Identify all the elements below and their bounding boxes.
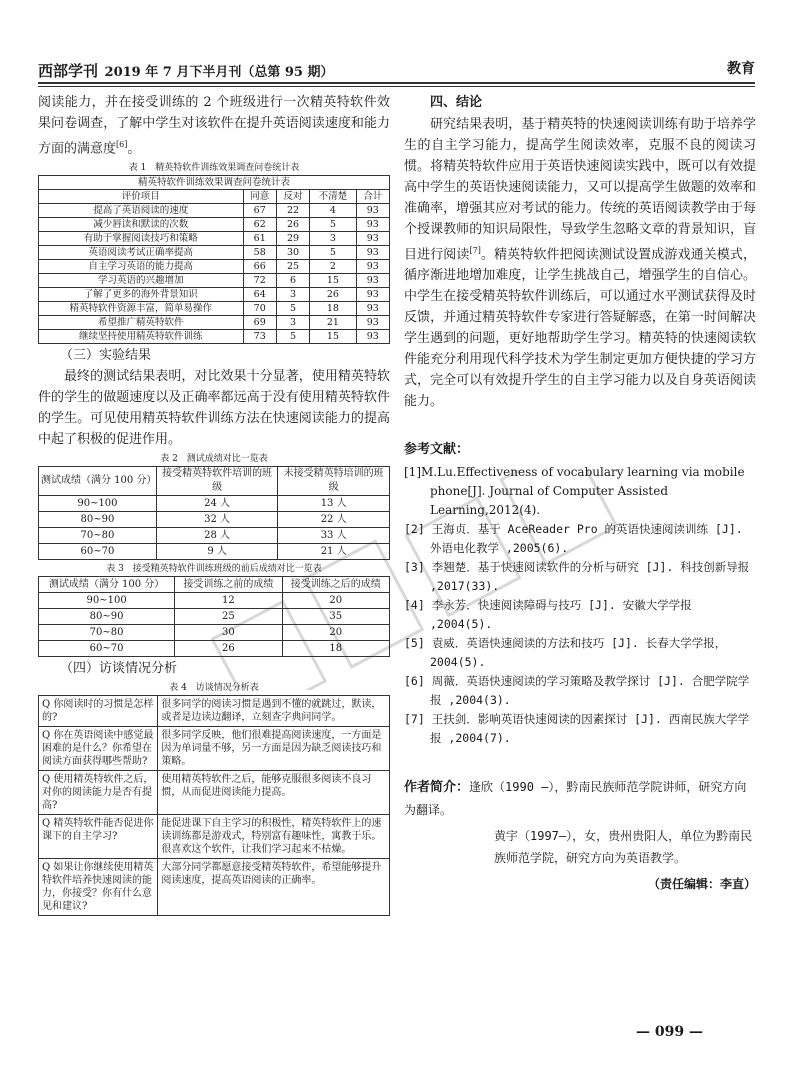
page-number: — 099 — bbox=[636, 1024, 703, 1040]
table-row bbox=[39, 316, 390, 330]
table-cell: 12 bbox=[175, 593, 282, 609]
table-cell: 93 bbox=[356, 246, 389, 260]
table-row bbox=[39, 330, 390, 344]
table-cell: 29 bbox=[276, 232, 309, 246]
reference-item: [7] 王扶剑．影响英语快速阅读的因素探讨 [J]. 西南民族大学学报 ,2004(7). bbox=[404, 712, 750, 746]
conclusion-paragraph: 研究结果表明，基于精英特的快速阅读训练有助于培养学生的自主学习能力，提高学生阅读效率，克服不良的阅读习惯。将精英特软件应用于英语快速阅读实践中，既可以有效提高中学生的英语快速阅读能力，又可以提高学生做题的效率和准确率，增强其应对考试的能力。传统的英语阅读教学由于每个授课教师的知识局限性，导致学生忽略文章的背景知识，盲目进行阅读[7]。精英特软件把阅读测试设置成游戏通关模式，循序渐进地增加难度，让学生挑战自己，增强学生的自信心。中学生在接受精英特软件训练后，可以通过水平测试获得及时反馈，并通过精英特软件专家进行答疑解惑，在第一时间解决学生遇到的问题，更好地帮助学生学习。精英特的快速阅读软件能充分利用现代科学技术为学生制定更加方便快捷的学习方式，完全可以有效提升学生的自主学习能力以及自身英语阅读能力。 bbox=[404, 117, 756, 410]
table-cell: 93 bbox=[356, 218, 389, 232]
table-cell: 62 bbox=[243, 218, 276, 232]
table-cell: 15 bbox=[310, 330, 356, 344]
table-header-row bbox=[39, 577, 390, 593]
table1-caption: 表 1 精英特软件训练效果调查问卷统计表 bbox=[128, 163, 300, 174]
reference-item: [3] 李翘楚．基于快速阅读软件的分析与研究 [J]. 科技创新导报 ,2017(33). bbox=[404, 560, 750, 594]
table-cell: 70~80 bbox=[39, 625, 175, 641]
table1-survey bbox=[38, 175, 390, 344]
table-cell: 2 bbox=[310, 260, 356, 274]
table-cell: 15 bbox=[310, 274, 356, 288]
table4-interviews bbox=[38, 695, 390, 916]
header-rule-thick bbox=[38, 82, 755, 84]
table-cell: 93 bbox=[356, 302, 389, 316]
table-cell: 9 人 bbox=[156, 544, 277, 560]
table-cell: 继续坚持使用精英特软件训练 bbox=[39, 330, 244, 344]
table-cell: 21 bbox=[310, 316, 356, 330]
table3-caption: 表 3 接受精英特软件训练班级的前后成绩对比一览表 bbox=[106, 564, 322, 575]
table3-before-after bbox=[38, 576, 390, 657]
table-header-cell: 未接受精英特培训的班级 bbox=[278, 467, 390, 496]
table-header-cell: 不清楚 bbox=[310, 190, 356, 204]
table-row bbox=[39, 544, 390, 560]
interview-question: Q 使用精英特软件之后，对你的阅读能力是否有提高? bbox=[39, 771, 158, 815]
table-cell: 5 bbox=[276, 302, 309, 316]
interview-answer: 大部分同学都愿意接受精英特软件，希望能够提升阅读速度，提高英语阅读的正确率。 bbox=[158, 859, 390, 916]
table-cell: 69 bbox=[243, 316, 276, 330]
table-cell: 5 bbox=[310, 246, 356, 260]
table-header-cell: 接受训练之后的成绩 bbox=[282, 577, 389, 593]
table-row bbox=[39, 771, 390, 815]
table2-comparison bbox=[38, 466, 390, 560]
interview-question: Q 你阅读时的习惯是怎样的? bbox=[39, 696, 158, 727]
table-row bbox=[39, 232, 390, 246]
table-header-row bbox=[39, 467, 390, 496]
reference-list bbox=[404, 463, 756, 748]
table-cell: 67 bbox=[243, 204, 276, 218]
table-cell: 66 bbox=[243, 260, 276, 274]
table-row bbox=[39, 593, 390, 609]
table-cell: 22 bbox=[276, 204, 309, 218]
section-conclusion-heading: 四、结论 bbox=[430, 95, 483, 110]
table1-title: 精英特软件训练效果调查问卷统计表 bbox=[39, 176, 390, 190]
table-cell: 80~90 bbox=[39, 609, 175, 625]
table-cell: 30 bbox=[175, 625, 282, 641]
table-row bbox=[39, 204, 390, 218]
table-cell: 21 人 bbox=[278, 544, 390, 560]
table-row bbox=[39, 512, 390, 528]
table-cell: 93 bbox=[356, 330, 389, 344]
table-cell: 32 人 bbox=[156, 512, 277, 528]
table-cell: 61 bbox=[243, 232, 276, 246]
table-cell: 72 bbox=[243, 274, 276, 288]
table-header-row bbox=[39, 190, 390, 204]
table-cell: 93 bbox=[356, 288, 389, 302]
table-cell: 26 bbox=[276, 218, 309, 232]
table-cell: 3 bbox=[310, 232, 356, 246]
table-row bbox=[39, 641, 390, 657]
table-header-cell: 接受训练之前的成绩 bbox=[175, 577, 282, 593]
table-cell: 90~100 bbox=[39, 496, 157, 512]
reference-item: [1]M.Lu.Effectiveness of vocabulary learning via mobile phone[J]. Journal of Computer Assisted Learning,2012(4). bbox=[404, 465, 745, 518]
table-row bbox=[39, 260, 390, 274]
table-cell: 35 bbox=[282, 609, 389, 625]
table-header-cell: 合计 bbox=[356, 190, 389, 204]
table-header-cell: 测试成绩（满分 100 分） bbox=[39, 467, 157, 496]
table-cell: 90~100 bbox=[39, 593, 175, 609]
table-cell: 学习英语的兴趣增加 bbox=[39, 274, 244, 288]
table-cell: 64 bbox=[243, 288, 276, 302]
table-cell: 22 人 bbox=[278, 512, 390, 528]
interview-answer: 很多同学的阅读习惯是遇到不懂的就跳过，默读，或者是边读边翻译，立刻查字典问同学。 bbox=[158, 696, 390, 727]
table-cell: 3 bbox=[276, 288, 309, 302]
table-cell: 93 bbox=[356, 260, 389, 274]
issue-info: 2019 年 7 月下半月刊（总第 95 期） bbox=[104, 65, 334, 80]
reference-item: [2] 王海贞．基于 AceReader Pro 的英语快速阅读训练 [J]. 外语电化教学 ,2005(6). bbox=[404, 522, 743, 556]
table-row bbox=[39, 696, 390, 727]
table-cell: 有助于掌握阅读技巧和策略 bbox=[39, 232, 244, 246]
table-row bbox=[39, 302, 390, 316]
intro-paragraph: 阅读能力，并在接受训练的 2 个班级进行一次精英特软件效果问卷调查，了解中学生对该软件在提升英语阅读速度和能力方面的满意度[6]。 bbox=[38, 95, 390, 157]
interview-question: Q 你在英语阅读中感觉最困难的是什么？你希望在阅读方面获得哪些帮助? bbox=[39, 727, 158, 771]
table2-caption: 表 2 测试成绩对比一览表 bbox=[160, 454, 268, 465]
table-header-cell: 接受精英特软件培训的班级 bbox=[156, 467, 277, 496]
table-cell: 希望推广精英特软件 bbox=[39, 316, 244, 330]
table-row bbox=[39, 528, 390, 544]
subsection-interviews: （四）访谈情况分析 bbox=[60, 661, 178, 677]
left-column bbox=[38, 92, 390, 916]
table-row bbox=[39, 859, 390, 916]
table-cell: 提高了英语阅读的速度 bbox=[39, 204, 244, 218]
table-cell: 33 人 bbox=[278, 528, 390, 544]
table-header-cell: 同意 bbox=[243, 190, 276, 204]
interview-answer: 使用精英特软件之后，能够克服很多阅读不良习惯，从而促进阅读能力提高。 bbox=[158, 771, 390, 815]
table-row bbox=[39, 815, 390, 859]
table-cell: 减少唇读和默读的次数 bbox=[39, 218, 244, 232]
reference-item: [6] 周薇．英语快速阅读的学习策略及教学探讨 [J]. 合肥学院学报 ,2004(3). bbox=[404, 674, 750, 708]
table-header-cell: 测试成绩（满分 100 分） bbox=[39, 577, 175, 593]
table-cell: 20 bbox=[282, 625, 389, 641]
table-row bbox=[39, 609, 390, 625]
author-intro-second: 黄宇（1997—），女，贵州贵阳人，单位为黔南民族师范学院，研究方向为英语教学。 bbox=[494, 829, 753, 866]
responsible-editor: （责任编辑：李直） bbox=[647, 877, 756, 892]
table-cell: 6 bbox=[276, 274, 309, 288]
table-cell: 5 bbox=[276, 330, 309, 344]
table-cell: 18 bbox=[310, 302, 356, 316]
reference-item: [5] 袁威．英语快速阅读的方法和技巧 [J]. 长春大学学报，2004(5). bbox=[404, 636, 727, 670]
running-header bbox=[38, 60, 334, 81]
table-row bbox=[39, 274, 390, 288]
table-cell: 5 bbox=[310, 218, 356, 232]
table-cell: 60~70 bbox=[39, 641, 175, 657]
table-row bbox=[39, 727, 390, 771]
table-cell: 60~70 bbox=[39, 544, 157, 560]
interview-question: Q 如果让你继续使用精英特软件培养快速阅读的能力，你接受？你有什么意见和建议? bbox=[39, 859, 158, 916]
table-cell: 70~80 bbox=[39, 528, 157, 544]
subsection-results: （三）实验结果 bbox=[60, 348, 152, 364]
table-cell: 英语阅读考试正确率提高 bbox=[39, 246, 244, 260]
table-cell: 13 人 bbox=[278, 496, 390, 512]
interview-answer: 很多同学反映，他们很难提高阅读速度，一方面是因为单词量不够，另一方面是因为缺乏阅读技巧和策略。 bbox=[158, 727, 390, 771]
interview-question: Q 精英特软件能否促进你课下的自主学习? bbox=[39, 815, 158, 859]
header-rule-thin bbox=[38, 86, 755, 87]
table-cell: 93 bbox=[356, 232, 389, 246]
table-cell: 26 bbox=[310, 288, 356, 302]
table-cell: 20 bbox=[282, 593, 389, 609]
right-column bbox=[404, 92, 756, 892]
table-cell: 自主学习英语的能力提高 bbox=[39, 260, 244, 274]
table-cell: 25 bbox=[276, 260, 309, 274]
table-cell: 28 人 bbox=[156, 528, 277, 544]
table-cell: 25 bbox=[175, 609, 282, 625]
table-cell: 93 bbox=[356, 316, 389, 330]
table-row bbox=[39, 496, 390, 512]
table-cell: 24 人 bbox=[156, 496, 277, 512]
table-cell: 93 bbox=[356, 274, 389, 288]
table-header-cell: 反对 bbox=[276, 190, 309, 204]
references-heading: 参考文献： bbox=[404, 442, 470, 458]
table-cell: 30 bbox=[276, 246, 309, 260]
table-cell: 4 bbox=[310, 204, 356, 218]
table-cell: 58 bbox=[243, 246, 276, 260]
table-cell: 26 bbox=[175, 641, 282, 657]
table-row bbox=[39, 246, 390, 260]
table-header-cell: 评价项目 bbox=[39, 190, 244, 204]
section-category: 教育 bbox=[727, 61, 755, 77]
table-cell: 70 bbox=[243, 302, 276, 316]
table-cell: 93 bbox=[356, 204, 389, 218]
interview-answer: 能促进课下自主学习的积极性，精英特软件上的速读训练都是游戏式，特别富有趣味性，寓教于乐。很喜欢这个软件，让我们学习起来不枯燥。 bbox=[158, 815, 390, 859]
table-cell: 80~90 bbox=[39, 512, 157, 528]
reference-item: [4] 李永芳．快速阅读障碍与技巧 [J]. 安徽大学学报 ,2004(5). bbox=[404, 598, 692, 632]
journal-logo: 西部学刊 bbox=[38, 62, 99, 80]
table4-caption: 表 4 访谈情况分析表 bbox=[169, 683, 259, 694]
author-intro: 作者简介：逢欣（1990 —），黔南民族师范学院讲师，研究方向为翻译。 bbox=[404, 780, 747, 818]
table-row bbox=[39, 288, 390, 302]
table-cell: 73 bbox=[243, 330, 276, 344]
table-cell: 了解了更多的海外背景知识 bbox=[39, 288, 244, 302]
table-row bbox=[39, 218, 390, 232]
table-cell: 18 bbox=[282, 641, 389, 657]
table-row bbox=[39, 625, 390, 641]
table-cell: 3 bbox=[276, 316, 309, 330]
results-paragraph: 最终的测试结果表明，对比效果十分显著，使用精英特软件的学生的做题速度以及正确率都远高于没有使用精英特软件的学生。可见使用精英特软件训练方法在快速阅读能力的提高中起了积极的促进作用。 bbox=[38, 369, 390, 448]
table-cell: 精英特软件资源丰富，简单易操作 bbox=[39, 302, 244, 316]
